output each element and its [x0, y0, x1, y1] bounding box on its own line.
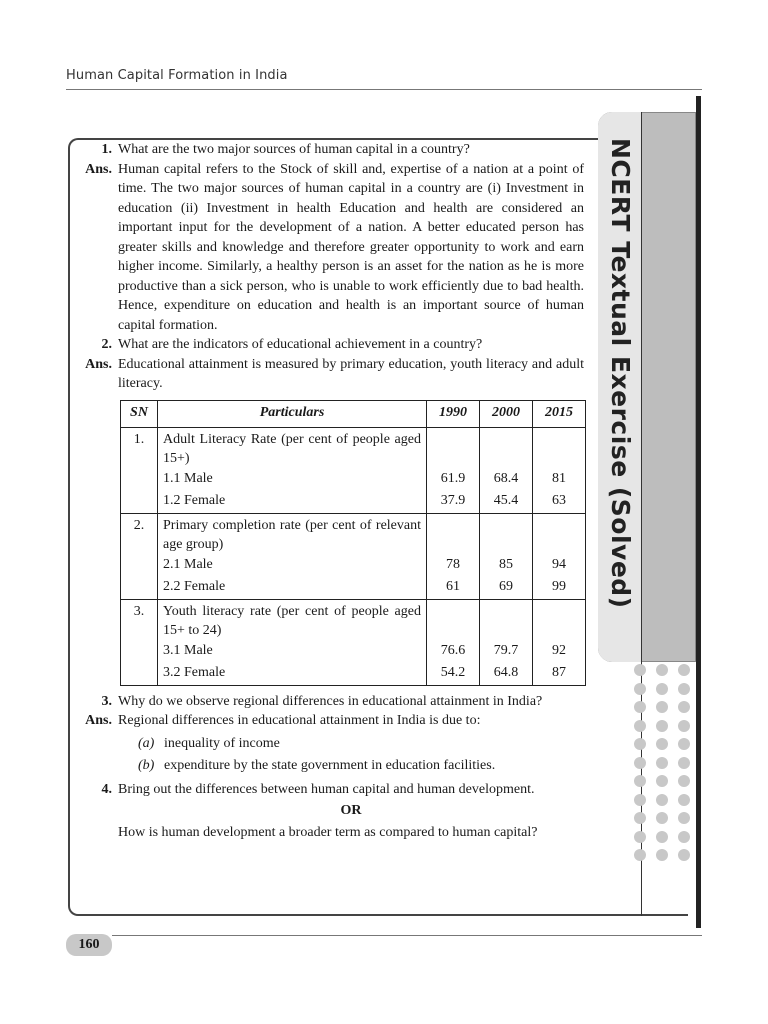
cell-value: 94 — [552, 556, 566, 572]
dot-icon — [634, 701, 646, 713]
value-1990 — [427, 599, 480, 685]
margin-bar — [696, 96, 701, 928]
table-header-row — [121, 400, 586, 427]
cell-value: 78 — [446, 556, 460, 572]
question-number: 4. — [101, 781, 112, 797]
table-row — [121, 427, 586, 513]
dot-icon — [634, 683, 646, 695]
cell-value: 45.4 — [493, 493, 519, 508]
question-4-alternate — [74, 823, 584, 843]
dot-icon — [656, 794, 668, 806]
cell-value: 68.4 — [493, 470, 519, 486]
dot-icon — [656, 683, 668, 695]
question-number: 3. — [101, 693, 112, 709]
row-particulars — [158, 513, 427, 599]
row-sn: 3. — [121, 599, 158, 685]
dot-icon — [656, 757, 668, 769]
dot-icon — [634, 757, 646, 769]
cell-value: 61 — [446, 579, 460, 594]
question-text: What are the two major sources of human capital in a country? — [118, 142, 470, 157]
dot-icon — [678, 683, 690, 695]
cell-value: 64.8 — [493, 665, 519, 680]
col-header-sn: SN — [121, 400, 158, 427]
cell-value: 69 — [499, 579, 513, 594]
cell-value: 54.2 — [440, 665, 466, 680]
dot-icon — [634, 831, 646, 843]
footer-rule — [112, 935, 702, 936]
decorative-dot-grid — [634, 664, 696, 861]
dot-icon — [656, 720, 668, 732]
sub-row-label: 3.2 Female — [163, 665, 226, 680]
item-marker: (b) — [138, 758, 155, 773]
question-2 — [74, 335, 584, 355]
col-header-1990: 1990 — [427, 400, 480, 427]
row-particulars — [158, 599, 427, 685]
row-title: Youth literacy rate (per cent of people aged 15+ to 24) — [163, 603, 421, 638]
dot-icon — [678, 849, 690, 861]
running-header: Human Capital Formation in India — [66, 68, 288, 83]
sub-row-label: 2.1 Male — [163, 556, 213, 572]
dot-icon — [634, 720, 646, 732]
question-text: What are the indicators of educational achievement in a country? — [118, 337, 483, 352]
dot-icon — [656, 831, 668, 843]
dot-icon — [678, 812, 690, 824]
education-indicators-table — [120, 400, 586, 686]
table-row — [121, 599, 586, 685]
dot-icon — [678, 831, 690, 843]
answer-label: Ans. — [85, 713, 112, 728]
cell-value: 79.7 — [493, 642, 519, 658]
answer-3 — [74, 711, 584, 731]
or-divider: OR — [340, 803, 362, 818]
dot-icon — [656, 738, 668, 750]
dot-icon — [634, 794, 646, 806]
page-number: 160 — [66, 934, 112, 956]
col-header-particulars: Particulars — [158, 400, 427, 427]
header-rule — [66, 89, 702, 90]
answer-item — [74, 756, 584, 776]
section-title: NCERT Textual Exercise (Solved) — [606, 138, 635, 609]
item-text: inequality of income — [164, 735, 280, 751]
cell-value: 92 — [552, 642, 566, 658]
dot-icon — [656, 849, 668, 861]
dot-icon — [678, 757, 690, 769]
sub-row-label: 3.1 Male — [163, 642, 213, 658]
dot-icon — [678, 794, 690, 806]
table-row — [121, 513, 586, 599]
row-title: Primary completion rate (per cent of relevant age group) — [163, 517, 421, 552]
answer-item — [74, 734, 584, 754]
col-header-2000: 2000 — [480, 400, 533, 427]
sub-row-label: 1.1 Male — [163, 470, 213, 486]
answer-text: Human capital refers to the Stock of skill and, expertise of a nation at a point of time. The two major sources of human capital in a country are (i) Investment in education (ii) Investment in health Education and health are considered an important input for the development of a nation. A better educated person has greater skills and knowledge and therefore greater opportunity to work and earn higher income. Similarly, a healthy person is an asset for the nation as he is more productive than a sick person, who is unable to work efficiently due to bad health. Hence, expenditure on education and health is an important source of human capital formation. — [118, 161, 584, 333]
value-1990 — [427, 513, 480, 599]
row-particulars — [158, 427, 427, 513]
dot-icon — [678, 738, 690, 750]
dot-icon — [678, 664, 690, 676]
answer-text: Educational attainment is measured by primary education, youth literacy and adult literacy. — [118, 356, 584, 391]
exercise-content — [74, 140, 584, 842]
dot-icon — [656, 701, 668, 713]
answer-1 — [74, 160, 584, 336]
value-2015 — [533, 513, 586, 599]
answer-text: Regional differences in educational attainment in India is due to: — [118, 713, 481, 728]
question-text: Bring out the differences between human capital and human development. — [118, 781, 535, 797]
cell-value: 87 — [552, 665, 566, 680]
value-2000 — [480, 599, 533, 685]
sub-row-label: 2.2 Female — [163, 579, 226, 594]
answer-2 — [74, 355, 584, 394]
dot-icon — [678, 701, 690, 713]
question-text: Why do we observe regional differences in educational attainment in India? — [118, 693, 543, 709]
dot-icon — [678, 720, 690, 732]
row-sn: 2. — [121, 513, 158, 599]
answer-label: Ans. — [85, 356, 112, 372]
item-marker: (a) — [138, 735, 155, 751]
question-1 — [74, 140, 584, 160]
answer-label: Ans. — [85, 161, 112, 177]
cell-value: 37.9 — [440, 493, 466, 508]
dot-icon — [634, 812, 646, 824]
dot-icon — [634, 849, 646, 861]
row-title: Adult Literacy Rate (per cent of people aged 15+) — [163, 431, 421, 466]
question-3 — [74, 692, 584, 712]
cell-value: 99 — [552, 579, 566, 594]
question-number: 1. — [101, 142, 112, 157]
question-number: 2. — [101, 337, 112, 352]
row-sn: 1. — [121, 427, 158, 513]
dot-icon — [634, 738, 646, 750]
question-4 — [74, 780, 584, 800]
item-text: expenditure by the state government in education facilities. — [164, 758, 496, 773]
cell-value: 63 — [552, 493, 566, 508]
value-1990 — [427, 427, 480, 513]
cell-value: 85 — [499, 556, 513, 572]
dot-icon — [656, 664, 668, 676]
dot-icon — [634, 664, 646, 676]
value-2000 — [480, 513, 533, 599]
dot-icon — [656, 775, 668, 787]
dot-icon — [656, 812, 668, 824]
col-header-2015: 2015 — [533, 400, 586, 427]
cell-value: 76.6 — [440, 642, 466, 658]
value-2000 — [480, 427, 533, 513]
cell-value: 81 — [552, 470, 566, 486]
value-2015 — [533, 599, 586, 685]
value-2015 — [533, 427, 586, 513]
dot-icon — [678, 775, 690, 787]
sub-row-label: 1.2 Female — [163, 493, 226, 508]
cell-value: 61.9 — [440, 470, 466, 486]
question-text: How is human development a broader term as compared to human capital? — [118, 824, 538, 840]
dot-icon — [634, 775, 646, 787]
